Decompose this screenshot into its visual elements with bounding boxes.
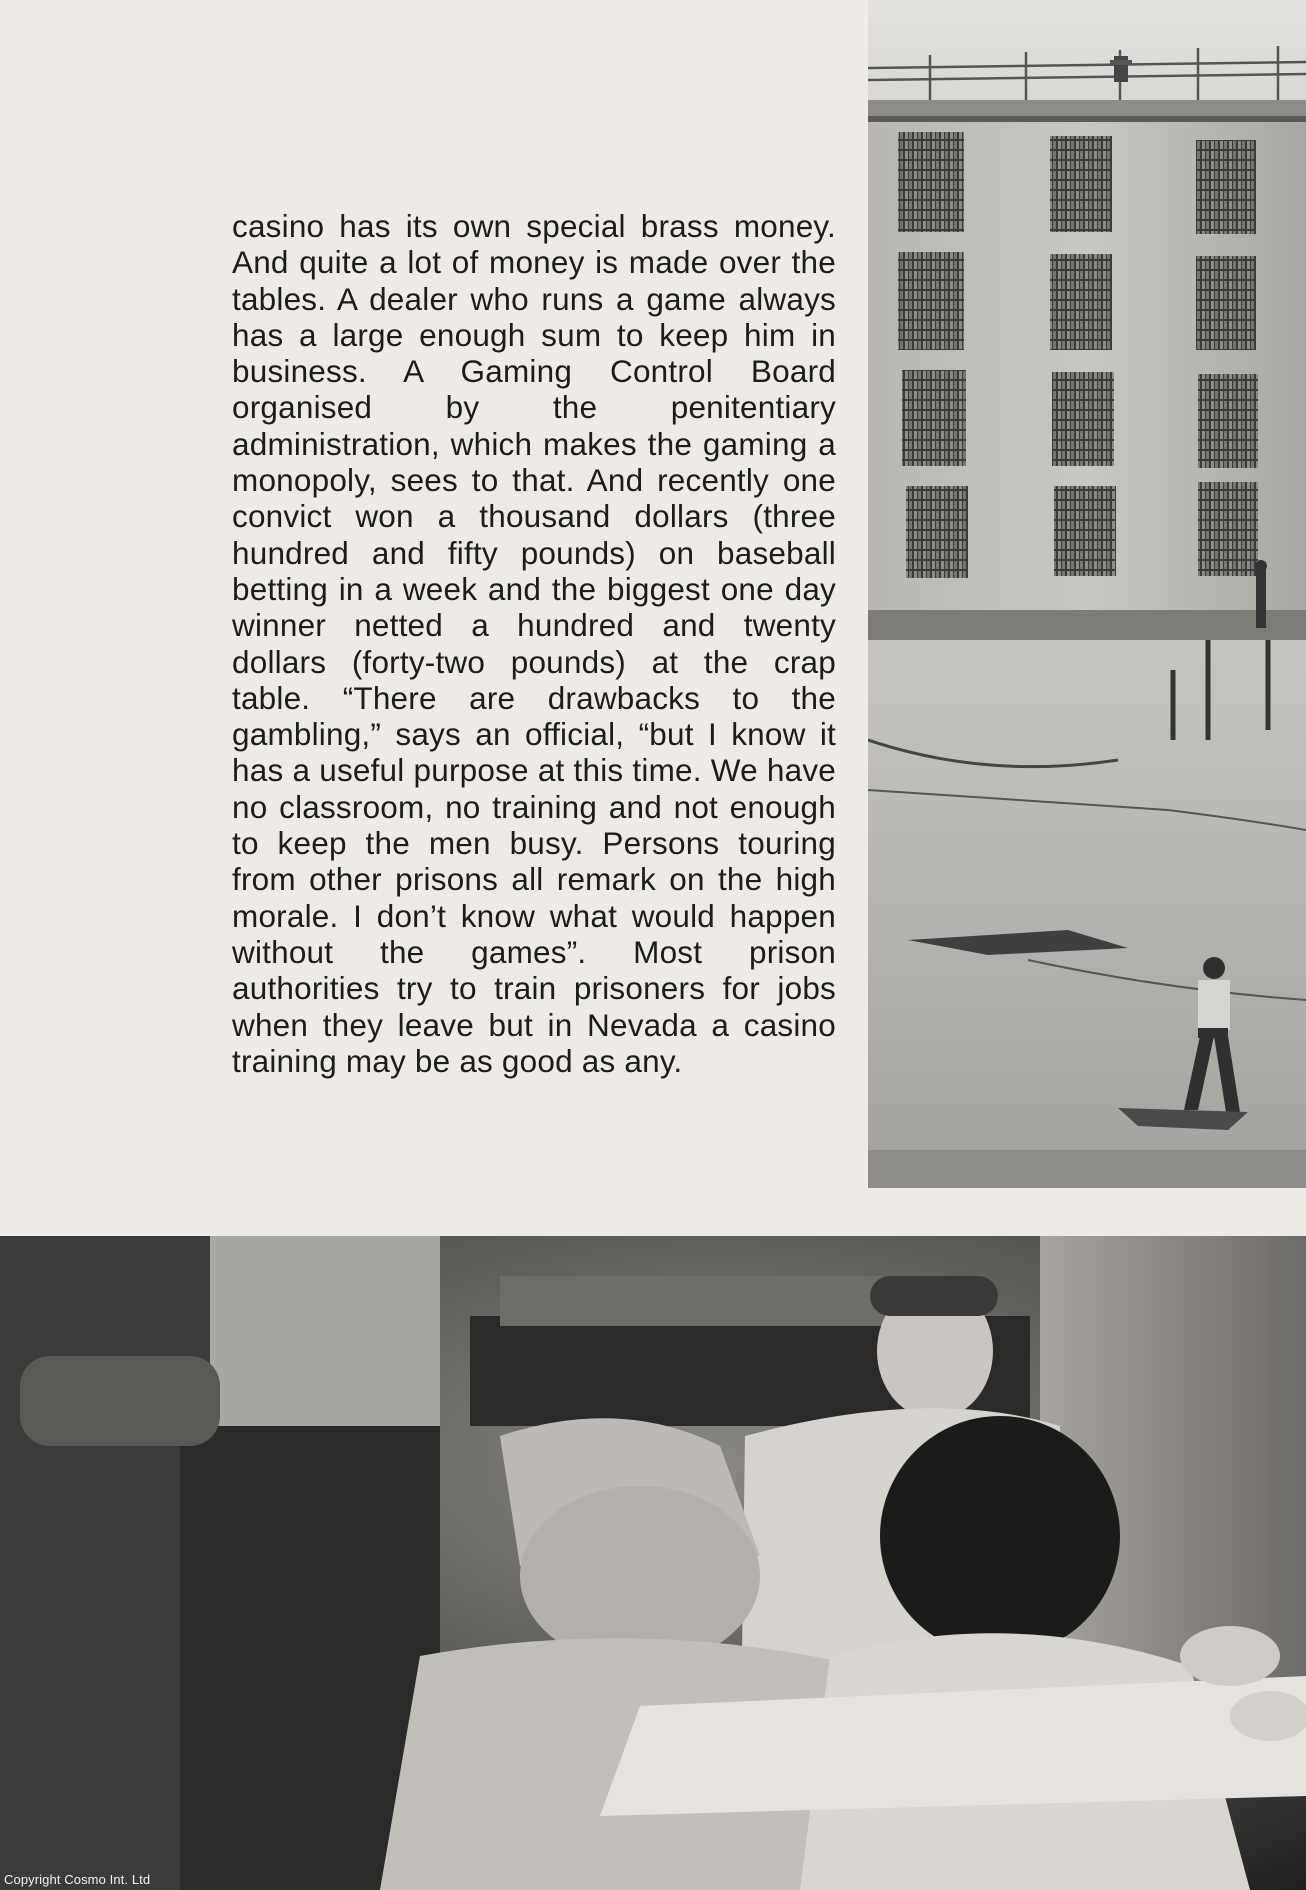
copyright-notice: Copyright Cosmo Int. Ltd xyxy=(4,1872,151,1887)
article-body-text: casino has its own special brass money. And quite a lot of money is made over the tables. A dealer who runs a game always has a large enough sum to keep him in business. A Gaming Control Board organised by the penitentiary administration, which makes the gaming a monopoly, sees to that. And recently one convict won a thousand dollars (three hundred and fifty pounds) on baseball betting in a week and the biggest one day winner netted a hundred and twenty dollars (forty-two pounds) at the crap table. “There are drawbacks to the gambling,” says an official, “but I know it has a useful purpose at this time. We have no classroom, no training and not enough to keep the men busy. Persons touring from other prisons all remark on the high morale. I don’t know what would happen without the games”. Most prison authorities try to train prisoners for jobs when they leave but in Nevada a casino training may be as good as any. xyxy=(232,208,836,1079)
prison-building-photo xyxy=(868,0,1306,1188)
gaming-table-photo xyxy=(0,1236,1306,1890)
